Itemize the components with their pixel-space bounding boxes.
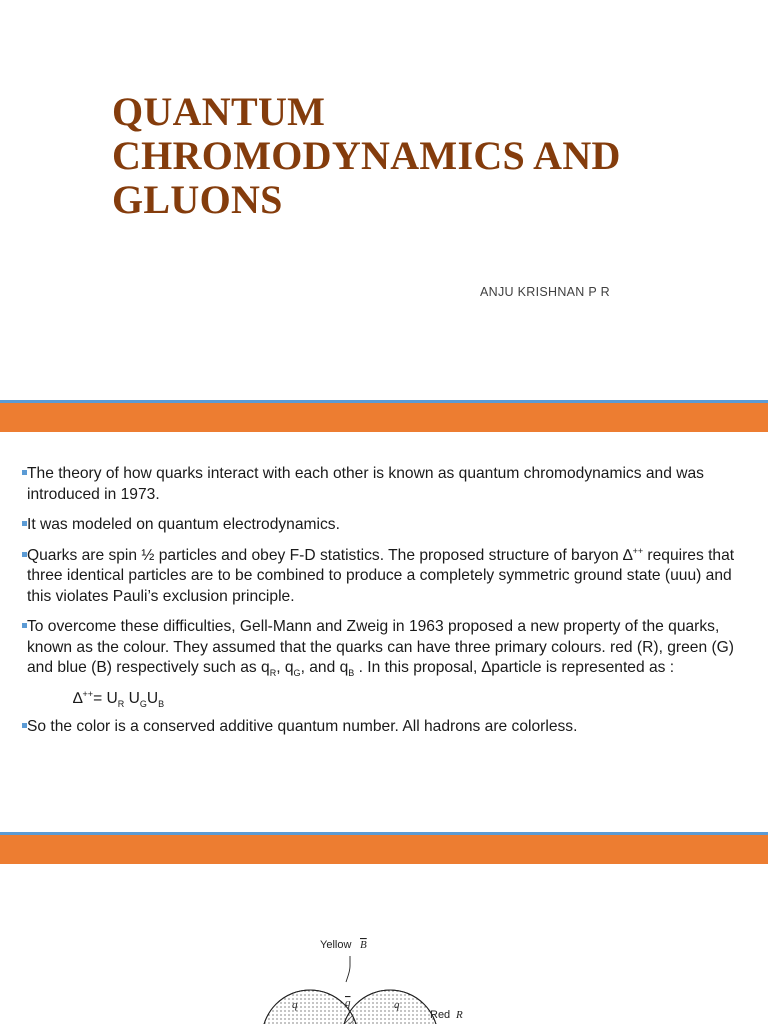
bullet-text-part: , q bbox=[276, 659, 294, 676]
content-slide bbox=[0, 432, 768, 832]
bullet-item bbox=[0, 464, 768, 505]
bullet-item bbox=[0, 546, 768, 608]
quark-label-left: q bbox=[292, 999, 298, 1011]
divider-orange-band bbox=[0, 835, 768, 864]
title-line-2: CHROMODYNAMICS AND bbox=[112, 133, 621, 178]
subscript: B bbox=[158, 698, 165, 709]
superscript: ++ bbox=[82, 688, 94, 699]
formula-part: U bbox=[124, 689, 140, 707]
bullet-item bbox=[0, 617, 768, 679]
subscript: G bbox=[139, 698, 147, 709]
formula-part: = U bbox=[93, 689, 118, 707]
venn-circle-left bbox=[262, 990, 358, 1024]
antiquark-label-center: q bbox=[345, 997, 351, 1009]
bullet-text-part: . In this proposal, ∆particle is represented as : bbox=[354, 659, 675, 676]
slide-title bbox=[112, 90, 732, 222]
formula-part: U bbox=[146, 689, 159, 707]
bullet-text: The theory of how quarks interact with each other is known as quantum chromodynamics and was introduced in 1973. bbox=[27, 465, 704, 503]
slide-divider-2 bbox=[0, 832, 768, 864]
venn-circle-right bbox=[342, 990, 438, 1024]
bullet-item bbox=[0, 717, 768, 738]
author-name: ANJU KRISHNAN P R bbox=[480, 285, 610, 299]
yellow-symbol: B bbox=[360, 939, 367, 951]
bullet-text-part: , and q bbox=[300, 659, 349, 676]
bullet-list bbox=[0, 464, 768, 748]
subscript: G bbox=[293, 668, 301, 679]
bullet-square-icon bbox=[22, 552, 27, 557]
bullet-square-icon bbox=[22, 723, 27, 728]
superscript: ++ bbox=[632, 545, 644, 556]
bullet-text: So the color is a conserved additive quantum number. All hadrons are colorless. bbox=[27, 718, 578, 735]
bullet-square-icon bbox=[22, 521, 27, 526]
red-symbol: R bbox=[456, 1009, 463, 1021]
divider-orange-band bbox=[0, 403, 768, 432]
formula-part: ∆ bbox=[73, 689, 83, 707]
bullet-text-part: To overcome these difficulties, Gell-Mann and Zweig in 1963 proposed a new property of the quarks, known as the colour. They assumed that the quarks can have three primary colours. red (R), green (G) and blue (B) respectively such as q bbox=[27, 618, 734, 676]
title-line-3: GLUONS bbox=[112, 177, 283, 222]
title-slide bbox=[0, 0, 768, 400]
subscript: B bbox=[348, 668, 355, 679]
quark-label-right: q bbox=[394, 999, 400, 1011]
title-line-1: QUANTUM bbox=[112, 89, 326, 134]
bullet-text bbox=[27, 617, 748, 679]
bullet-text-part: requires that three identical particles are to be combined to produce a completely symmetric ground state (uuu) and this violates Pauli’s exclusion principle. bbox=[27, 546, 735, 605]
colour-venn-diagram bbox=[200, 930, 500, 1024]
bullet-text-part: Quarks are spin ½ particles and obey F-D statistics. The proposed structure of baryon ∆ bbox=[27, 546, 633, 564]
yellow-label: Yellow bbox=[320, 939, 352, 951]
yellow-pointer-line bbox=[346, 956, 350, 982]
bullet-text: It was modeled on quantum electrodynamics. bbox=[27, 516, 340, 533]
slide-divider-1 bbox=[0, 400, 768, 432]
red-label: Red bbox=[430, 1009, 451, 1021]
diagram-slide bbox=[0, 865, 768, 1024]
subscript: R bbox=[269, 668, 277, 679]
delta-formula bbox=[0, 689, 768, 710]
bullet-item bbox=[0, 515, 768, 536]
bullet-square-icon bbox=[22, 470, 27, 475]
bullet-square-icon bbox=[22, 623, 27, 628]
bullet-text bbox=[27, 546, 748, 608]
subscript: R bbox=[117, 698, 125, 709]
